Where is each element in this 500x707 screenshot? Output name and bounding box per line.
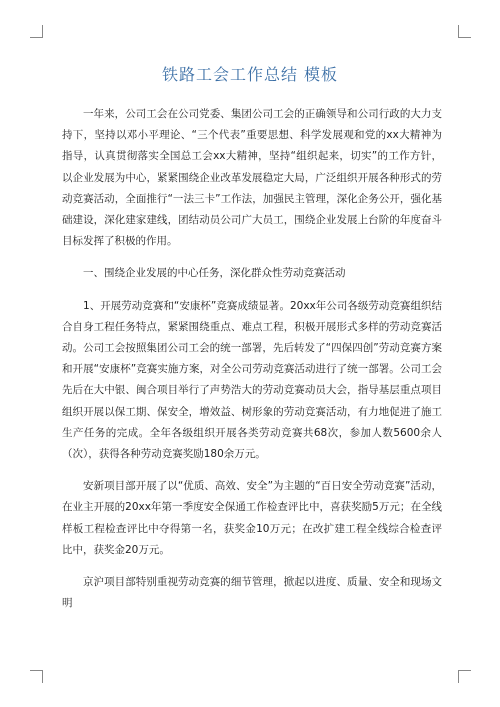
crop-mark-bottom-right <box>458 670 471 683</box>
paragraph-jinghu: 京沪项目部特别重视劳动竞赛的细节管理，掀起以进度、质量、安全和现场文明 <box>62 576 442 610</box>
paragraph-anxin: 安新项目部开展了以“优质、高效、安全”为主题的“百日安全劳动竞赛”活动，在业主开展的20xx年第一季度安全保通工作检查评比中，喜获奖励5万元；在全线样板工程检查评比中夺得第一名，获奖金10万元；在改扩建工程全线综合检查评比中，获奖金20万元。 <box>62 480 442 556</box>
section-heading: 一、围绕企业发展的中心任务，深化群众性劳动竞赛活动 <box>83 267 346 280</box>
crop-mark-top-right <box>458 25 471 38</box>
document-body <box>62 104 442 614</box>
paragraph-intro: 一年来，公司工会在公司党委、集团公司工会的正确领导和公司行政的大力支持下，坚持以邓小平理论、“三个代表”重要思想、科学发展观和党的xx大精神为指导，认真贯彻落实全国总工会xx大精神，坚持“组织起来，切实”的工作方针，以企业发展为中心，紧紧围绕企业改革发展稳定大局，广泛组织开展各种形式的劳动竞赛活动，全面推行“一法三卡”工作法，加强民主管理，深化企务公开，强化基础建设，深化建家建线，团结动员公司广大员工，围绕企业发展上台阶的年度奋斗目标发挥了积极的作用。 <box>62 108 442 248</box>
crop-mark-bottom-left <box>30 670 43 683</box>
paragraph-competition: 1、开展劳动竞赛和“安康杯”竞赛成绩显著。20xx年公司各级劳动竞赛组织结合自身工程任务特点，紧紧围绕重点、难点工程，积极开展形式多样的劳动竞赛活动。公司工会按照集团公司工会的统一部署，先后转发了“四保四创”劳动竞赛方案和开展“安康杯”竞赛实施方案，对全公司劳动竞赛活动进行了统一部署。公司工会先后在大中银、闽合项目举行了声势浩大的劳动竞赛动员大会，指导基层重点项目组织开展以保工期、保安全，增效益、树形象的劳动竞赛活动，有力地促进了施工生产任务的完成。全年各级组织开展各类劳动竞赛共68次，参加人数5600余人（次），获得各种劳动竞赛奖励180余万元。 <box>62 299 442 461</box>
crop-mark-top-left <box>30 25 43 38</box>
document-title: 铁路工会工作总结 模板 <box>161 65 339 84</box>
